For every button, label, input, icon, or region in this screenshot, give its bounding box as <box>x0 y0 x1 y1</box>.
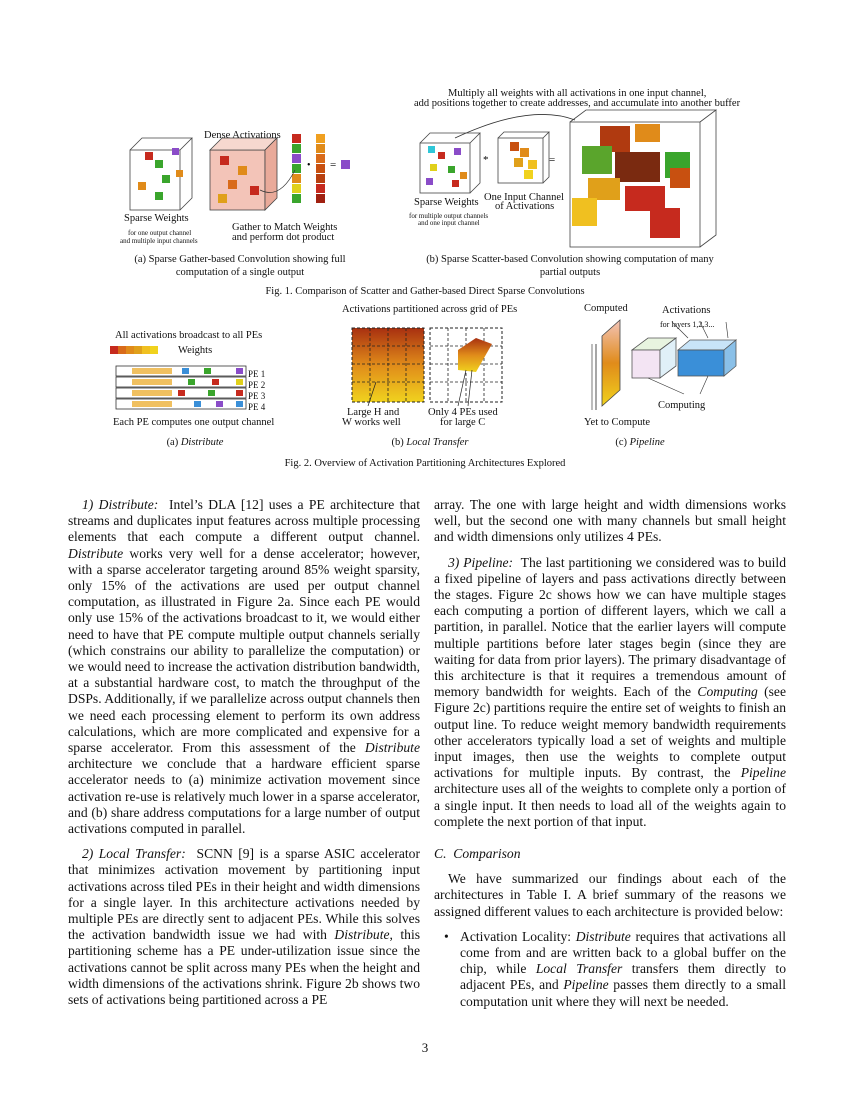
pe-label-2: PE 2 <box>248 380 266 390</box>
fig2c-computing-label: Computing <box>658 400 706 411</box>
dense-activations-cube <box>210 138 277 210</box>
pe-label-3: PE 3 <box>248 391 266 401</box>
fig2b-left-line1: Large H and <box>347 407 400 418</box>
fig1-caption: Fig. 1. Comparison of Scatter and Gather-based Direct Sparse Convolutions <box>265 286 585 297</box>
fig2c-graphic <box>588 314 748 414</box>
fig1a-gather-line2: and perform dot product <box>232 232 335 243</box>
activation-column <box>316 134 325 203</box>
figure-1 <box>0 0 850 300</box>
fig2b-graphic <box>348 322 508 406</box>
svg-text:=: = <box>330 159 337 171</box>
fig2b-left-line2: W works well <box>342 417 401 428</box>
fig1a-gather-line1: Gather to Match Weights <box>232 222 338 233</box>
para-pipeline: 3) Pipeline: The last partitioning we considered was to build a fixed pipeline of layers and pass activations directly between the stages. Figure 2c shows how we can have multiple stages each computing a portion of different layers, which we call a partition, in parallel. Notice that the earlier layers will compute multiple partitions before later stages begin (since they are waiting for data from prior layers). The primary disadvantage of this architecture is that it requires a tremendous amount of memory bandwidth for weights. Each of the Computing (see Figure 2c) partitions require the entire set of weights to finish an output line. To reduce weight memory bandwidth requirements other accelerators typically load a set of weights and multiple input images, then use the weights to complete output activations for multiple inputs. By contrast, the Pipeline architecture uses all of the weights to complete only a portion of a single input. It then needs to load all of the weights again to complete the next portion of that input. <box>434 554 787 829</box>
fig2a-broadcast-label: All activations broadcast to all PEs <box>115 330 263 341</box>
svg-text:=: = <box>549 154 556 166</box>
fig1a-caption: (a) Sparse Gather-based Convolution showing full computation of a single output <box>134 254 346 278</box>
fig1b-sparse-weights-label: Sparse Weights <box>414 197 479 208</box>
fig2b-right-line2: for large C <box>440 417 486 428</box>
weight-column <box>292 134 301 203</box>
fig2a-bottom-label: Each PE computes one output channel <box>113 417 275 428</box>
section-c-comparison: C. Comparison <box>434 846 521 862</box>
pe-label-1: PE 1 <box>248 369 266 379</box>
fig1a-sparse-weights-label: Sparse Weights <box>124 213 189 224</box>
fig1b-graphic <box>410 108 730 250</box>
broadcast-activations <box>110 346 158 354</box>
pe-label-4: PE 4 <box>248 402 266 412</box>
fig2a-caption: (a) Distribute <box>166 437 224 448</box>
left-column <box>68 497 420 1017</box>
fig1b-sparse-weights-sub1: for multiple output channels <box>409 212 489 220</box>
fig1b-one-input-line2: of Activations <box>495 201 555 212</box>
fig2c-for-layers-label: for layers 1,2,3... <box>660 320 715 329</box>
fig1b-top-line1: Multiply all weights with all activations in one input channel, <box>448 88 707 99</box>
fig1a-sparse-weights-sub2: and multiple input channels <box>120 237 198 245</box>
svg-text:*: * <box>483 154 489 166</box>
fig2c-computed-label: Computed <box>584 303 628 314</box>
fig2b-top-label: Activations partitioned across grid of PEs <box>342 304 518 315</box>
fig1a-dense-activations-label: Dense Activations <box>204 130 281 141</box>
fig2c-activations-label: Activations <box>662 305 711 316</box>
right-column <box>434 497 786 1019</box>
fig1a-sparse-weights-sub1: for one output channel <box>128 229 192 237</box>
partial-outputs-cube <box>570 110 716 247</box>
fig1b-one-input-line1: One Input Channel <box>484 192 564 203</box>
bullet-activation-locality: • Activation Locality: Distribute requires that activations all come from and are written back to a global buffer on the chip, while Local Transfer transfers them directly to adjacent PEs, and Pipeline passes them directly to a small computation unit where they will next be needed. <box>434 929 786 1010</box>
output-cell <box>341 160 350 169</box>
fig2-caption: Fig. 2. Overview of Activation Partitioning Architectures Explored <box>284 458 566 469</box>
fig2c-yet-to-compute-label: Yet to Compute <box>584 417 651 428</box>
svg-text:•: • <box>307 160 311 171</box>
fig2a-weights-label: Weights <box>178 345 213 356</box>
fig1b-caption: (b) Sparse Scatter-based Convolution showing computation of many partial outputs <box>426 254 714 278</box>
para-local-transfer: 2) Local Transfer: SCNN [9] is a sparse ASIC accelerator that minimizes activation movement by partitioning input activations across tiled PEs in their height and width dimensions for a single layer. In this architecture activations needed by multiple PEs are directly sent to adjacent PEs. While this solves the activation bandwidth issue we had with Distribute, this partitioning scheme has a PE under-utilization issue since the activations cannot be split across many PEs when the height and width dimensions of the activations shrink. Figure 2b shows two sets of activations being partitioned across a PE <box>68 846 421 1008</box>
fig2c-caption: (c) Pipeline <box>615 437 665 448</box>
para-comparison: We have summarized our findings about each of the architectures in Table I. A brief summary of the reasons we assigned different values to each architecture is provided below: <box>434 871 786 919</box>
page-number: 3 <box>421 1040 429 1055</box>
para-local-transfer-cont: array. The one with large height and width dimensions works well, but the second one with many channels but small height and width dimensions only utilizes 4 PEs. <box>434 497 786 545</box>
figure-2 <box>0 300 850 475</box>
fig1b-top-line2: add positions together to create addresses, and accumulate into another buffer <box>414 98 741 109</box>
fig2b-caption: (b) Local Transfer <box>391 437 469 448</box>
fig1b-sparse-weights-sub2: and one input channel <box>418 219 480 227</box>
para-distribute: 1) Distribute: Intel’s DLA [12] uses a PE architecture that streams and duplicates input features across multiple processing elements that each compute a different output channel. Distribute works very well for a dense accelerator; however, with a sparse accelerator targeting around 85% weight sparsity, only 15% of the activations are used per output channel computation, as illustrated in Figure 2a. Since each PE would only use 15% of the activations broadcast to it, we would either need to have that PE compute multiple output channels serially (which constrains our ability to parallelize the computation) or we would need to increase the activation distribution bandwidth, at a substantial hardware cost, to match the throughput of the DSPs. Additionally, if we parallelize across output channels then we need each processing element to perform its own address calculations, which are more complicated and expensive for a sparse accelerator. From this assessment of the Distribute architecture we conclude that a hardware efficient sparse accelerator needs to (a) minimize activation movement since activation re-use is relatively much lower in a sparse accelerator, and (b) share address computations for a large number of output activations computed in parallel. <box>68 497 420 837</box>
fig2b-right-line1: Only 4 PEs used <box>428 407 498 418</box>
